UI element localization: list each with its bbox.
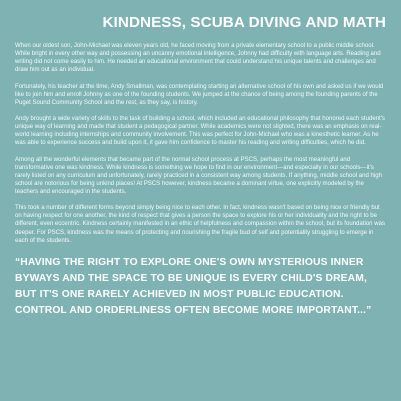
paragraph-4: Among all the wonderful elements that became part of the normal school process at PSCS, perhaps the most meaningful and transformative one was kindness. While kindness is something we hope to find in our environment—and especially in our schools—it's rarely listed on any curriculum and unfortunately, rarely practiced in a consistent way among students. If anything, middle school and high school are notorious for being unkind places! At PSCS however, kindness became a dominant virtue, one explicitly modeled by the teachers and encouraged in the students. xyxy=(15,156,382,195)
pull-quote: “HAVING THE RIGHT TO EXPLORE ONE'S OWN MYSTERIOUS INNER BYWAYS AND THE SPACE TO BE UNIQUE IS EVERY CHILD'S DREAM, BUT IT'S ONE RARELY ACHIEVED IN MOST PUBLIC EDUCATION. CONTROL AND ORDERLINESS OFTEN BECOME MORE IMPORTANT...” xyxy=(15,256,372,317)
paragraph-3: Andy brought a wide variety of skills to the task of building a school, which included an educational philosophy that honored each student's unique way of learning and made that student a pedagogical partner. While academics were not slighted, there was an emphasis on real-world learning including internships and community involvement. This was perfect for John-Michael who was a kinesthetic learner. As he was able to experience success and build upon it, it gave him confidence to master his reading and writing difficulties, which he did. xyxy=(15,116,385,147)
article-title: KINDNESS, SCUBA DIVING AND MATH xyxy=(102,14,386,31)
article-body xyxy=(15,42,386,245)
paragraph-5: This took a number of different forms beyond simply being nice to each other. In fact, kindness wasn't based on being nice or friendly but on having respect for one another, the kind of respect that gives a person the space to explore his or her individuality and the right to be different, even eccentric. Kindness certainly manifested in an ethic of helpfulness and compassion within the school, but its foundation was deeper. For PSCS, kindness was the means of protecting and nourishing the fragile bud of self and potentiality struggling to emerge in each of the students. xyxy=(15,205,385,244)
paragraph-2: Fortunately, his teacher at the time, Andy Smallman, was contemplating starting an alternative school of his own and asked us if we would like to join him and enroll Johnny as one of the founding students. We jumped at the chance of being among the founding parents of the Puget Sound Community School and the rest, as they say, is history. xyxy=(15,83,384,106)
paragraph-1: When our oldest son, John-Michael was eleven years old, he faced moving from a private elementary school to a public middle school. While bright in every other way and possessing an uncanny emotional intelligence, Johnny had difficulty with language arts. Reading and writing did not come easily to him. He needed an educational environment that could understand his unique talents and challenges and draw him out as an individual. xyxy=(15,43,381,74)
